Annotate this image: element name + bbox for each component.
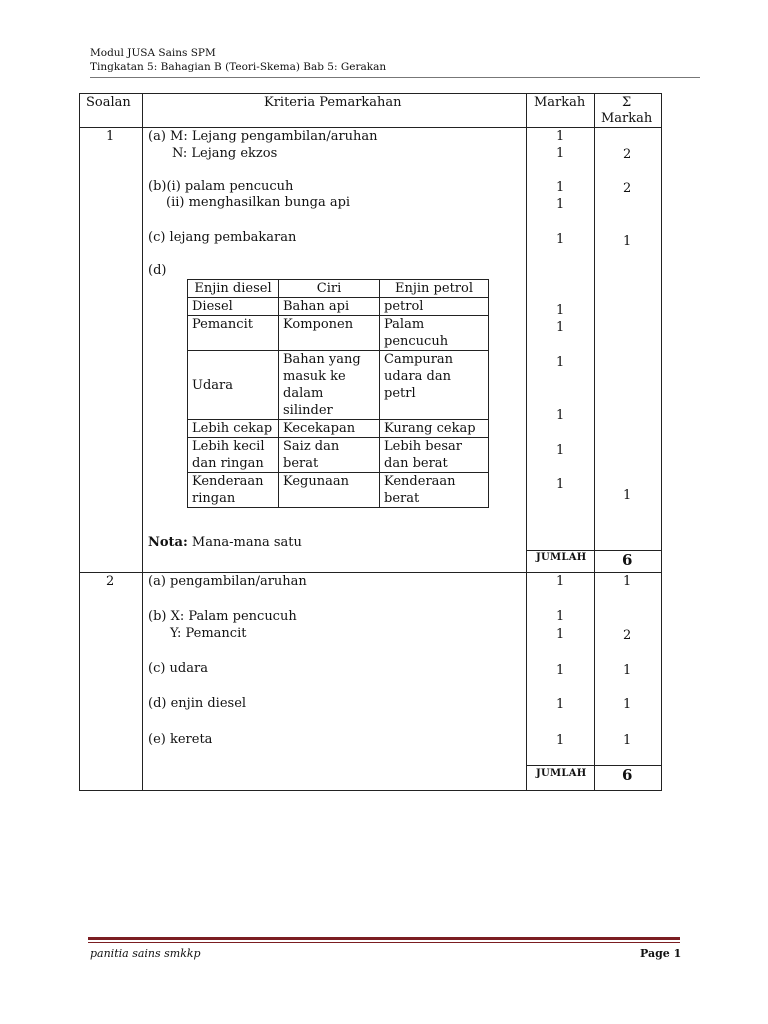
q2-total: 1 (623, 733, 632, 748)
comparison-cell: Kurang cekap (380, 420, 489, 438)
comparison-cell: Campuran udara dan petrl (380, 351, 489, 420)
footer-page-number: Page 1 (640, 947, 682, 960)
q1-mark: 1 (556, 146, 565, 161)
comparison-row (188, 351, 489, 420)
q2-d-line: (d) enjin diesel (148, 696, 247, 711)
q2-c-line: (c) udara (148, 661, 208, 676)
q1-total: 2 (623, 181, 632, 196)
q1-b-line2: (ii) menghasilkan bunga api (166, 195, 351, 210)
q1-mark: 1 (556, 355, 565, 370)
q2-mark: 1 (556, 663, 565, 678)
table-divider-kriteria (526, 93, 527, 790)
q1-total: 1 (623, 234, 632, 249)
header-markah: Markah (534, 95, 586, 110)
comparison-cell: Udara (188, 351, 279, 420)
q2-mark: 1 (556, 627, 565, 642)
comparison-cell: Bahan yang masuk ke dalam silinder (279, 351, 380, 420)
table-divider-soalan (142, 93, 143, 790)
q2-mark: 1 (556, 574, 565, 589)
q1-mark: 1 (556, 443, 565, 458)
comparison-cell: Kenderaan ringan (188, 473, 279, 508)
q2-total: 1 (623, 574, 632, 589)
q2-total: 1 (623, 697, 632, 712)
q1-mark: 1 (556, 408, 565, 423)
q2-jumlah-divider (526, 765, 662, 766)
q1-mark: 1 (556, 197, 565, 212)
header-sigma-markah: Markah (601, 111, 653, 126)
q1-a-line1: (a) M: Lejang pengambilan/aruhan (148, 129, 378, 144)
q1-mark: 1 (556, 180, 565, 195)
q2-number: 2 (106, 574, 115, 589)
q2-total: 2 (623, 628, 632, 643)
header-sigma: Σ (622, 95, 632, 110)
q1-total: 1 (623, 488, 632, 503)
header-kriteria: Kriteria Pemarkahan (264, 95, 402, 110)
q2-jumlah-label: JUMLAH (536, 768, 587, 779)
comparison-cell: Bahan api (279, 298, 380, 316)
comparison-cell: Kecekapan (279, 420, 380, 438)
q2-mark: 1 (556, 609, 565, 624)
table-divider-markah (594, 93, 595, 790)
comparison-header-cell: Enjin petrol (380, 280, 489, 298)
comparison-header-cell: Enjin diesel (188, 280, 279, 298)
comparison-header-cell: Ciri (279, 280, 380, 298)
header-chapter-title: Tingkatan 5: Bahagian B (Teori-Skema) Bab 5: Gerakan (90, 61, 387, 73)
q1-note (148, 534, 302, 551)
table-border-right (661, 93, 662, 790)
table-border-left (79, 93, 80, 790)
comparison-row (188, 473, 489, 508)
comparison-cell: petrol (380, 298, 489, 316)
q1-mark: 1 (556, 232, 565, 247)
comparison-cell: Kegunaan (279, 473, 380, 508)
comparison-cell: Saiz dan berat (279, 438, 380, 473)
footer-rule-thin (88, 942, 680, 943)
table-border-bottom (79, 790, 662, 791)
q1-mark: 1 (556, 477, 565, 492)
footer-left-text: panitia sains smkkp (90, 947, 201, 960)
q1-mark: 1 (556, 129, 565, 144)
q2-mark: 1 (556, 697, 565, 712)
comparison-row (188, 420, 489, 438)
comparison-row (188, 438, 489, 473)
q1-note-text: Mana-mana satu (191, 535, 302, 550)
comparison-header-row (188, 280, 489, 298)
q1-number: 1 (106, 129, 115, 144)
q1-mark: 1 (556, 303, 565, 318)
comparison-cell: Kenderaan berat (380, 473, 489, 508)
comparison-cell: Lebih besar dan berat (380, 438, 489, 473)
header-soalan: Soalan (86, 95, 131, 110)
comparison-cell: Pemancit (188, 316, 279, 351)
q1-mark: 1 (556, 320, 565, 335)
q2-b-line1: (b) X: Palam pencucuh (148, 609, 297, 624)
q1-jumlah-divider (526, 550, 662, 551)
q1-jumlah-value: 6 (622, 551, 633, 569)
q1-note-label: Nota: (148, 535, 188, 550)
q2-total: 1 (623, 663, 632, 678)
comparison-row (188, 298, 489, 316)
footer-rule-thick (88, 937, 680, 940)
q1-jumlah-label: JUMLAH (536, 552, 587, 563)
q2-e-line: (e) kereta (148, 732, 213, 747)
q1-b-line1: (b)(i) palam pencucuh (148, 179, 294, 194)
comparison-cell: Palam pencucuh (380, 316, 489, 351)
q2-jumlah-value: 6 (622, 766, 633, 784)
q1-total: 2 (623, 147, 632, 162)
header-divider (90, 77, 700, 78)
header-module-title: Modul JUSA Sains SPM (90, 47, 216, 59)
comparison-cell: Komponen (279, 316, 380, 351)
comparison-cell: Lebih cekap (188, 420, 279, 438)
comparison-row (188, 316, 489, 351)
q2-mark: 1 (556, 733, 565, 748)
q1-d-label: (d) (148, 263, 167, 278)
q1-c-line: (c) lejang pembakaran (148, 230, 297, 245)
comparison-cell: Lebih kecil dan ringan (188, 438, 279, 473)
q2-b-line2: Y: Pemancit (170, 626, 247, 641)
comparison-cell: Diesel (188, 298, 279, 316)
q1-a-line2: N: Lejang ekzos (172, 146, 278, 161)
engine-comparison-table (187, 279, 489, 508)
q2-a-line: (a) pengambilan/aruhan (148, 574, 307, 589)
